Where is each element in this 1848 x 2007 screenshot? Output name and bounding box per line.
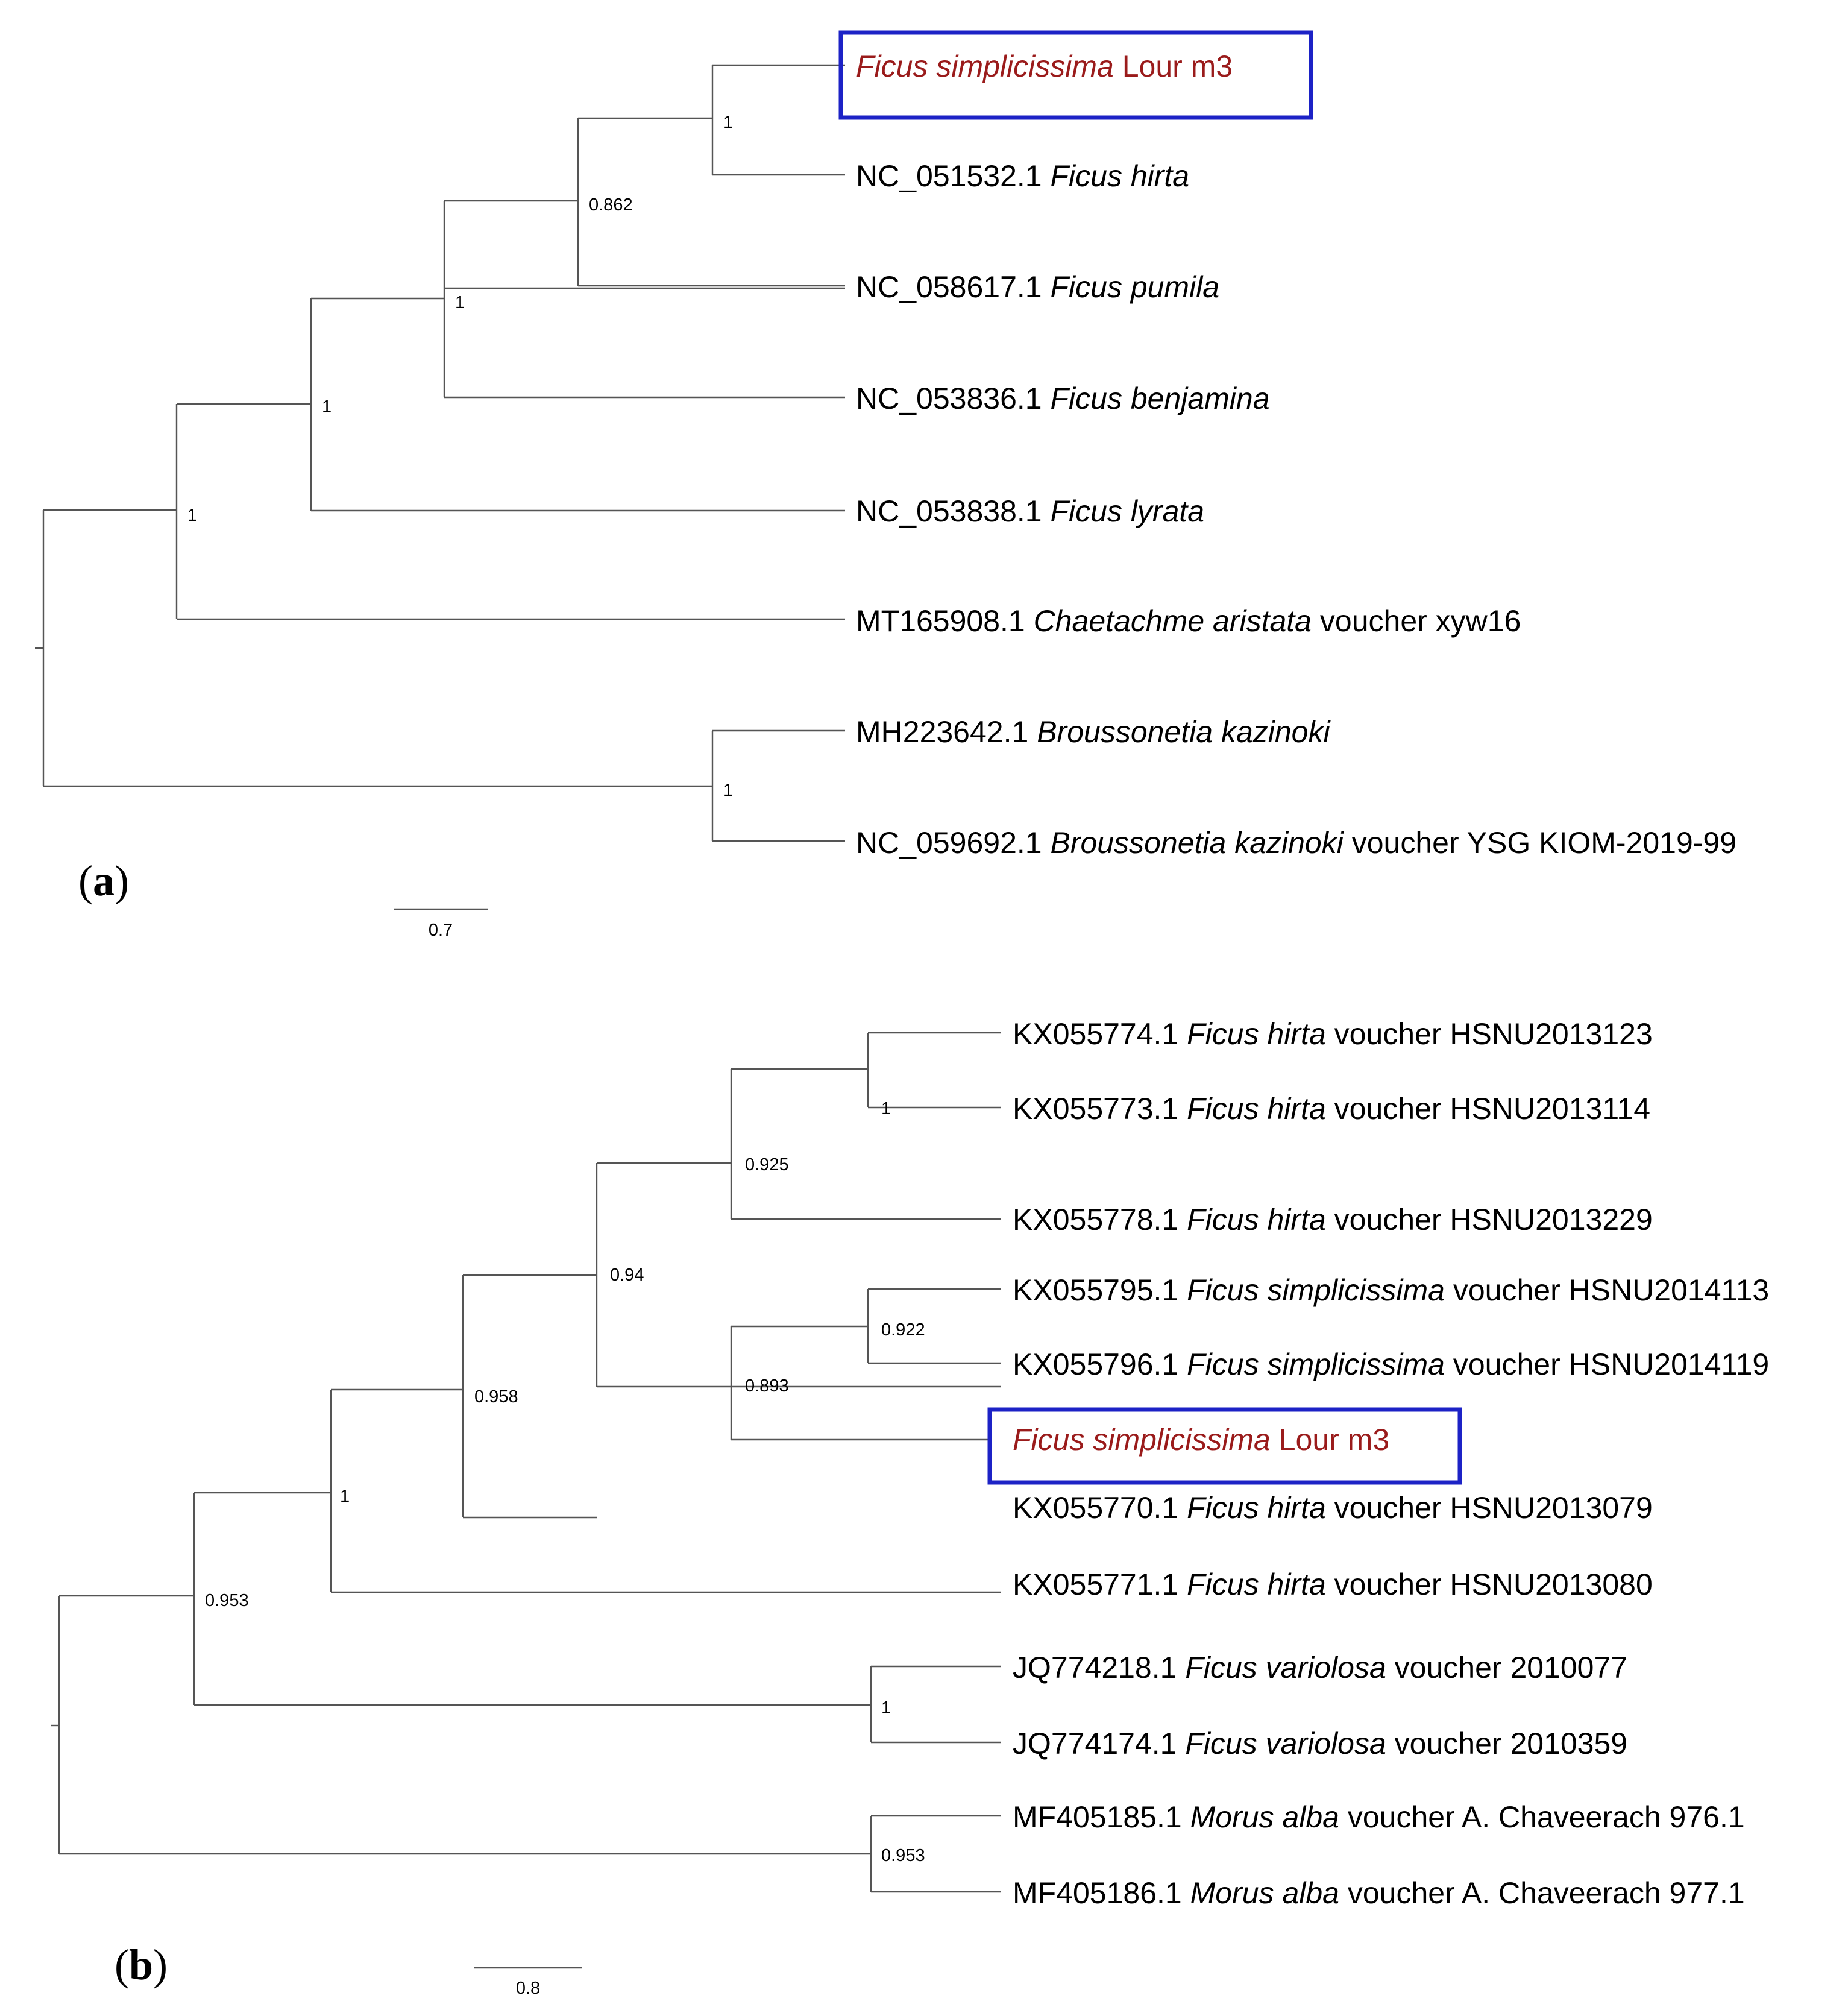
leaf-label-part: Ficus simplicissima <box>1187 1273 1445 1307</box>
leaf-label-a-brouss2 <box>856 826 1736 860</box>
leaf-label-part: Chaetachme aristata <box>1033 604 1312 638</box>
leaf-label-part: Lour m3 <box>1270 1423 1390 1457</box>
leaf-label-part: Ficus pumila <box>1050 270 1220 304</box>
leaf-label-b-hirta-080 <box>1013 1567 1653 1601</box>
leaf-label-part: voucher HSNU2013229 <box>1325 1203 1653 1237</box>
leaf-label-b-hirta-229 <box>1013 1203 1653 1237</box>
panel-a-letter: (a) <box>78 857 129 905</box>
leaf-label-b-simp-119 <box>1013 1347 1769 1381</box>
leaf-label-b-ficus-m3 <box>1013 1423 1389 1457</box>
leaf-label-b-hirta-079 <box>1013 1491 1653 1525</box>
leaf-label-part: Ficus hirta <box>1187 1567 1326 1601</box>
leaf-label-part: KX055795.1 <box>1013 1273 1187 1307</box>
leaf-label-part: Ficus lyrata <box>1050 494 1205 528</box>
leaf-label-part: Ficus variolosa <box>1185 1727 1386 1760</box>
leaf-label-part: MT165908.1 <box>856 604 1034 638</box>
leaf-label-part: voucher YSG KIOM-2019-99 <box>1343 826 1737 860</box>
panel-a-scale-label: 0.7 <box>428 921 453 940</box>
panel-b-support-value: 0.925 <box>745 1155 789 1174</box>
leaf-label-part: Morus alba <box>1190 1876 1339 1910</box>
leaf-label-part: voucher HSNU2013114 <box>1325 1092 1651 1126</box>
leaf-label-part: MF405185.1 <box>1013 1800 1190 1834</box>
leaf-label-b-simp-113 <box>1013 1273 1769 1307</box>
leaf-label-part: NC_053838.1 <box>856 494 1051 528</box>
leaf-label-part: NC_051532.1 <box>856 159 1051 193</box>
leaf-label-a-lyrata <box>856 494 1204 528</box>
panel-b-support-value: 1 <box>881 1698 891 1718</box>
leaf-label-part: Ficus hirta <box>1187 1017 1326 1051</box>
leaf-label-a-ficus-m3 <box>856 49 1233 83</box>
leaf-label-part: voucher HSNU2013123 <box>1325 1017 1653 1051</box>
leaf-label-part: JQ774218.1 <box>1013 1651 1186 1684</box>
panel-a-tree <box>35 65 845 841</box>
leaf-label-part: MF405186.1 <box>1013 1876 1190 1910</box>
leaf-label-part: NC_058617.1 <box>856 270 1051 304</box>
leaf-label-part: Ficus simplicissima <box>1013 1423 1271 1457</box>
leaf-label-a-pumila <box>856 270 1219 304</box>
leaf-label-a-brouss1 <box>856 715 1331 749</box>
panel-b-support-value: 0.953 <box>205 1591 249 1610</box>
panel-b-support-value: 0.922 <box>881 1320 925 1340</box>
leaf-label-part: voucher 2010077 <box>1386 1651 1628 1684</box>
leaf-label-part: voucher HSNU2014119 <box>1444 1347 1770 1381</box>
leaf-label-b-morus-976 <box>1013 1800 1745 1834</box>
panel-b-scale-label: 0.8 <box>515 1979 541 1998</box>
leaf-label-part: KX055774.1 <box>1013 1017 1187 1051</box>
panel-b-support-values <box>205 1099 925 1865</box>
leaf-label-part: voucher HSNU2013080 <box>1325 1567 1653 1601</box>
leaf-label-part: NC_053836.1 <box>856 382 1051 415</box>
leaf-label-part: Broussonetia kazinoki <box>1050 826 1344 860</box>
leaf-label-b-vario-077 <box>1013 1651 1627 1684</box>
leaf-label-part: voucher A. Chaveerach 977.1 <box>1339 1876 1745 1910</box>
leaf-label-part: Ficus hirta <box>1050 159 1190 193</box>
leaf-label-b-hirta-123 <box>1013 1017 1653 1051</box>
leaf-label-part: KX055773.1 <box>1013 1092 1187 1126</box>
panel-a-support-values <box>187 113 733 800</box>
leaf-label-part: voucher 2010359 <box>1386 1727 1628 1760</box>
panel-b-support-value: 0.958 <box>474 1387 518 1407</box>
panel-b-support-value: 0.893 <box>745 1376 789 1396</box>
panel-a-support-value: 0.862 <box>589 195 633 215</box>
leaf-label-part: JQ774174.1 <box>1013 1727 1186 1760</box>
leaf-label-part: Ficus hirta <box>1187 1203 1326 1237</box>
leaf-label-b-vario-359 <box>1013 1727 1627 1760</box>
panel-a-support-value: 1 <box>723 781 734 800</box>
leaf-label-part: MH223642.1 <box>856 715 1037 749</box>
leaf-label-part: KX055778.1 <box>1013 1203 1187 1237</box>
leaf-label-part: Morus alba <box>1190 1800 1339 1834</box>
leaf-label-part: Ficus benjamina <box>1050 382 1270 415</box>
leaf-label-part: Ficus hirta <box>1187 1092 1326 1126</box>
leaf-label-a-chaetachme <box>856 604 1521 638</box>
leaf-label-part: Ficus simplicissima <box>856 49 1114 83</box>
leaf-label-part: NC_059692.1 <box>856 826 1051 860</box>
panel-a-support-value: 1 <box>322 397 332 417</box>
leaf-label-part: Lour m3 <box>1113 49 1233 83</box>
leaf-label-part: KX055770.1 <box>1013 1491 1187 1525</box>
leaf-label-part: KX055771.1 <box>1013 1567 1187 1601</box>
leaf-label-b-morus-977 <box>1013 1876 1745 1910</box>
panel-b-support-value: 1 <box>881 1099 891 1118</box>
leaf-label-part: voucher HSNU2013079 <box>1325 1491 1653 1525</box>
leaf-label-part: Ficus variolosa <box>1185 1651 1386 1684</box>
leaf-label-part: voucher xyw16 <box>1312 604 1521 638</box>
leaf-label-part: Broussonetia kazinoki <box>1037 715 1330 749</box>
panel-b-letter: (b) <box>115 1941 168 1989</box>
panel-a-support-value: 1 <box>723 113 734 132</box>
panel-b-support-value: 1 <box>340 1487 350 1506</box>
leaf-label-a-hirta <box>856 159 1189 193</box>
leaf-label-part: Ficus simplicissima <box>1187 1347 1445 1381</box>
panel-b-support-value: 0.953 <box>881 1846 925 1865</box>
panel-b-leaf-labels <box>1013 1017 1769 1910</box>
leaf-label-part: KX055796.1 <box>1013 1347 1187 1381</box>
panel-b-tree <box>51 1033 1001 1892</box>
leaf-label-part: voucher HSNU2014113 <box>1444 1273 1770 1307</box>
panel-a-leaf-labels <box>856 49 1736 860</box>
leaf-label-part: voucher A. Chaveerach 976.1 <box>1339 1800 1745 1834</box>
leaf-label-part: Ficus hirta <box>1187 1491 1326 1525</box>
panel-b-support-value: 0.94 <box>610 1265 644 1285</box>
leaf-label-a-benjamina <box>856 382 1270 415</box>
panel-a-support-value: 1 <box>187 506 198 525</box>
panel-a-support-value: 1 <box>455 293 465 312</box>
leaf-label-b-hirta-114 <box>1013 1092 1650 1126</box>
